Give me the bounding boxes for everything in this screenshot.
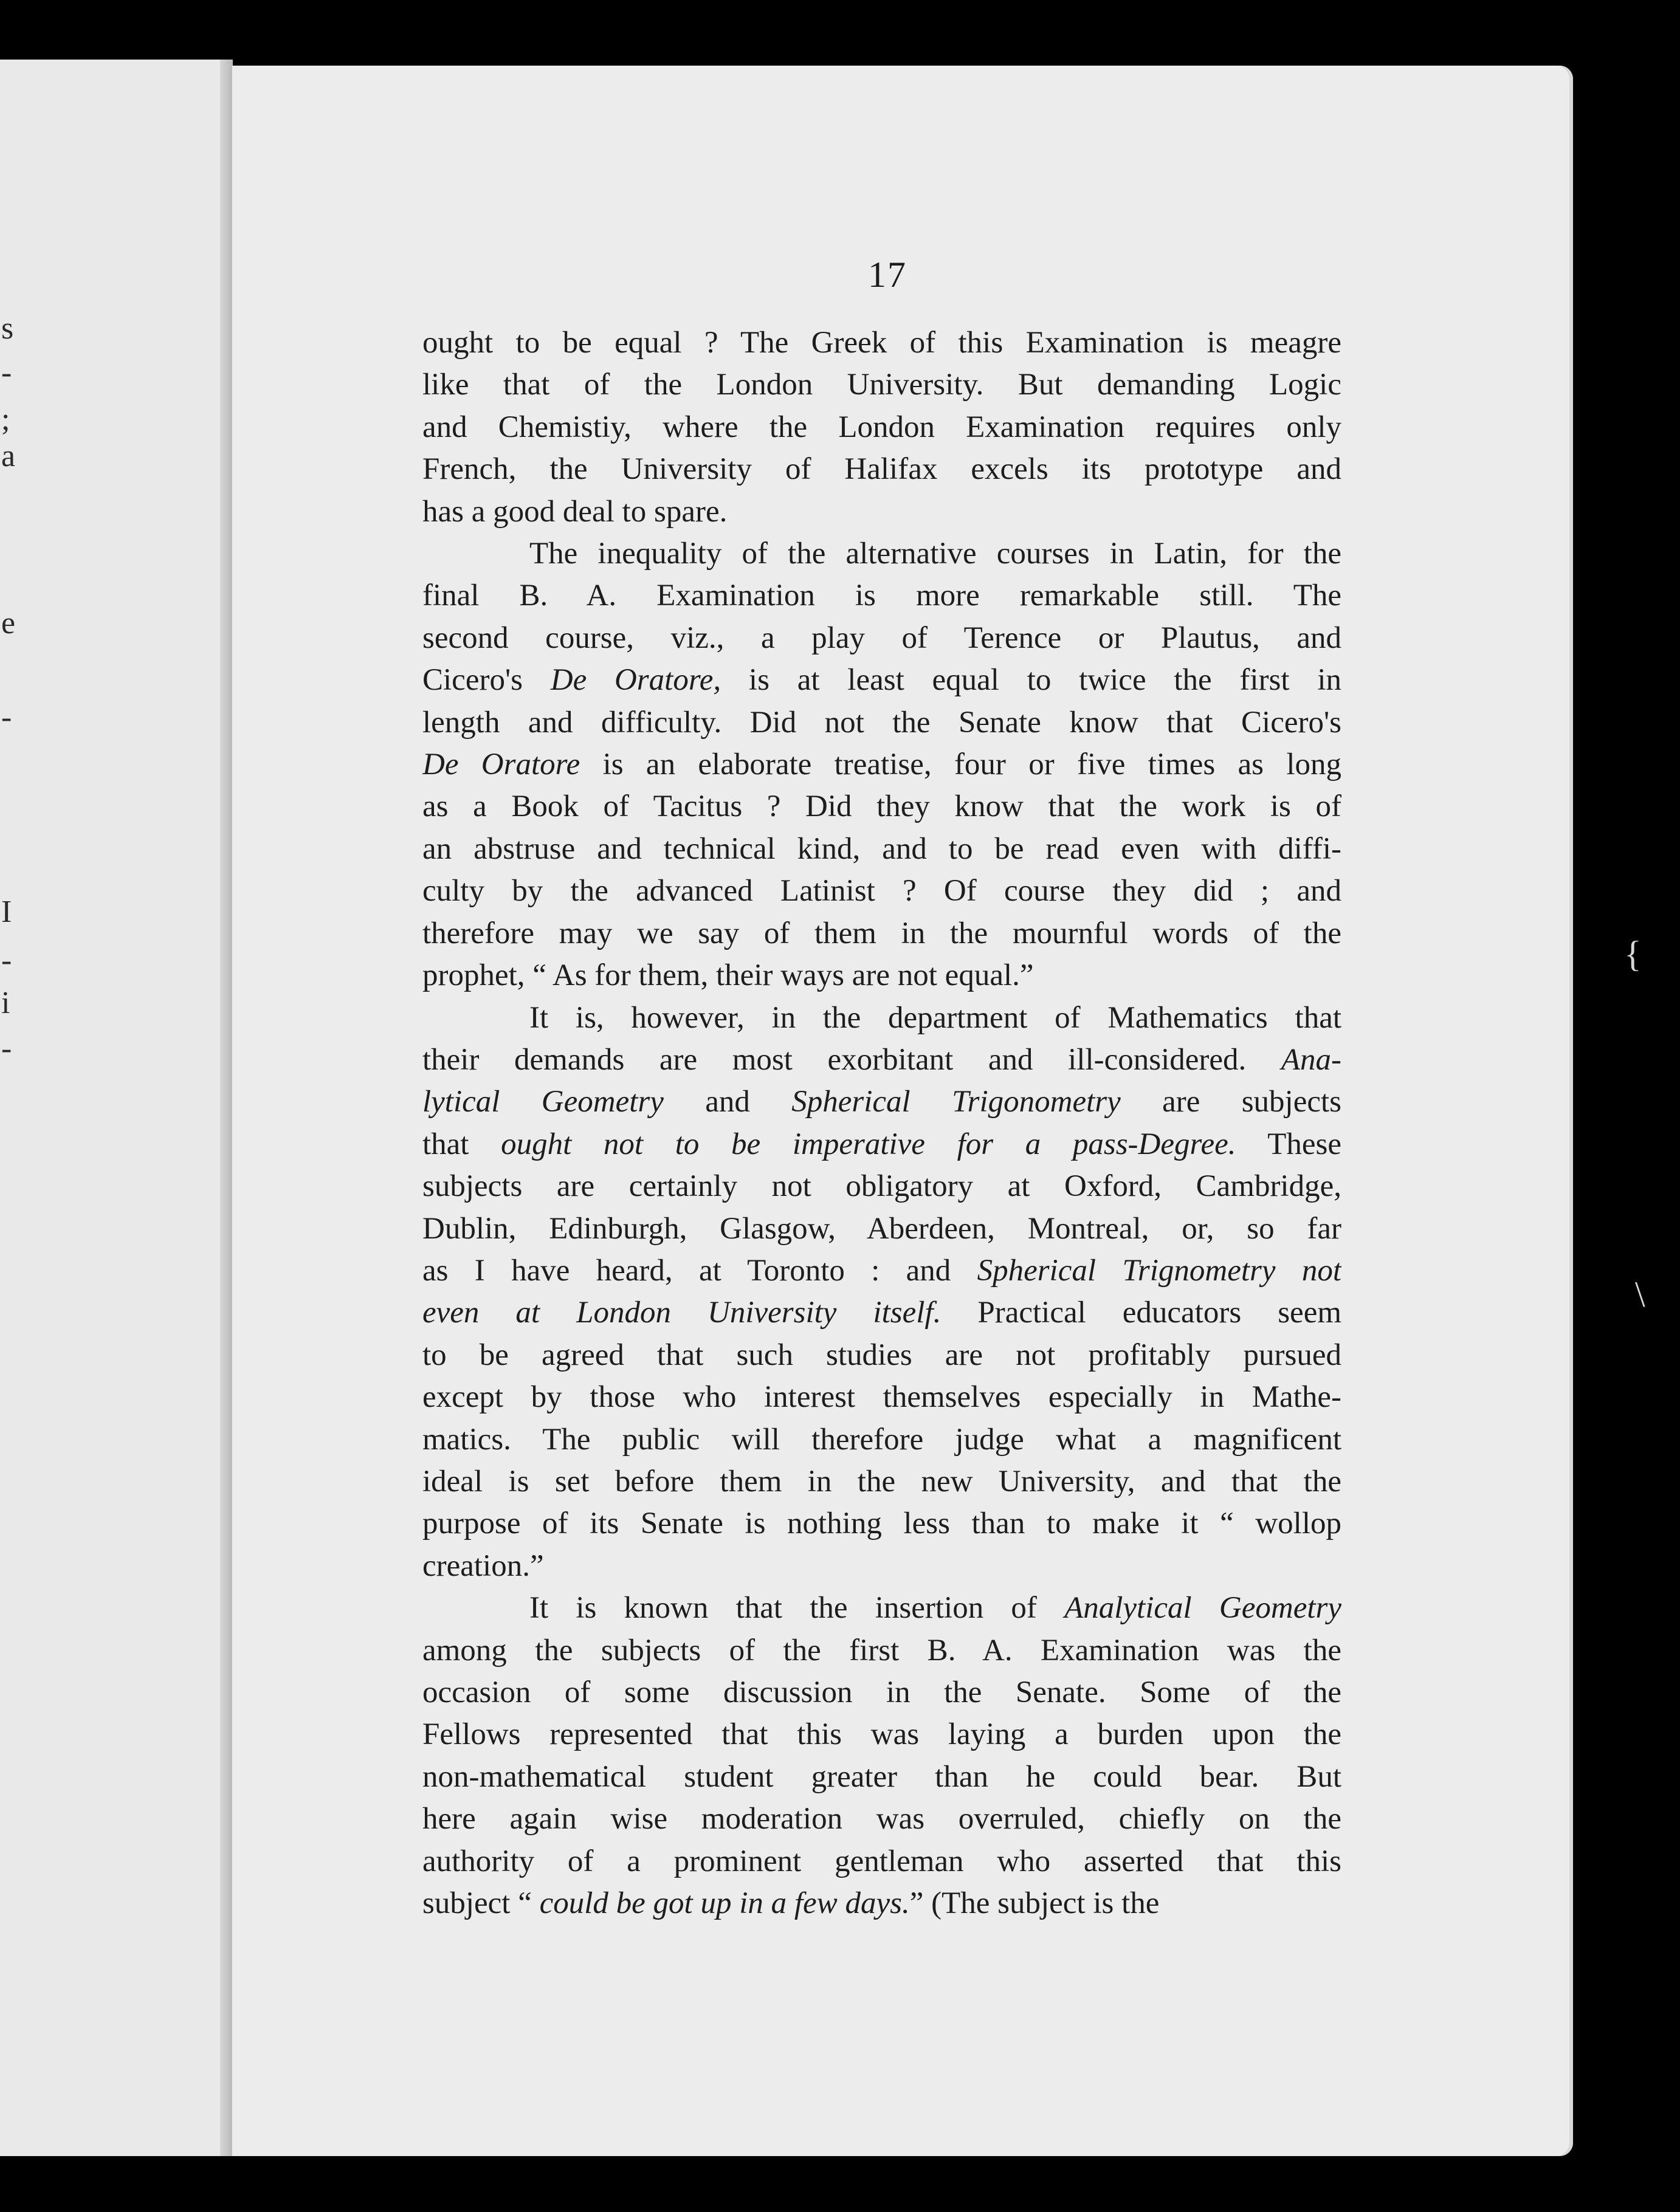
- text-run: occasion of some discussion in the Senate. Some of the: [422, 1675, 1341, 1709]
- text-line: [422, 786, 1341, 828]
- previous-page-fragment-char: -: [1, 943, 12, 978]
- text-line: [422, 1545, 1341, 1587]
- text-run: as a Book of Tacitus ? Did they know that the work is of: [422, 789, 1341, 824]
- text-run: an abstruse and technical kind, and to be read even with diffi-: [422, 831, 1341, 866]
- text-run: These: [1236, 1127, 1341, 1161]
- text-run: matics. The public will therefore judge what a magnificent: [422, 1422, 1341, 1457]
- italic-text: Ana-: [1281, 1042, 1341, 1077]
- text-run: French, the University of Halifax excels its prototype and: [422, 452, 1341, 487]
- text-run: has a good deal to spare.: [422, 494, 728, 529]
- text-line: [422, 1756, 1341, 1798]
- text-line: [422, 1419, 1341, 1461]
- text-line: [422, 1376, 1341, 1418]
- previous-page-fragment-char: -: [1, 700, 12, 735]
- text-line: [422, 1461, 1341, 1503]
- text-run: creation.”: [422, 1548, 544, 1583]
- book-gutter: [220, 60, 231, 2156]
- text-line: [422, 364, 1341, 406]
- text-line: [422, 1166, 1341, 1207]
- text-run: It is known that the insertion of: [529, 1591, 1065, 1626]
- italic-text: De Oratore,: [550, 663, 721, 698]
- italic-text: lytical Geometry: [422, 1085, 664, 1119]
- text-run: non-mathematical student greater than he could bear. But: [422, 1759, 1341, 1794]
- text-run: and Chemistiy, where the London Examination requires only: [422, 410, 1341, 444]
- text-line: [422, 702, 1341, 744]
- text-line: [422, 1630, 1341, 1672]
- paragraph: [422, 322, 1341, 533]
- text-run: second course, viz., a play of Terence or Plautus, and: [422, 620, 1341, 655]
- text-run: Dublin, Edinburgh, Glasgow, Aberdeen, Montreal, or, so far: [422, 1211, 1341, 1246]
- text-line: [422, 744, 1341, 786]
- text-run: ought to be equal ? The Greek of this Examination is meagre: [422, 326, 1341, 360]
- text-line: [422, 407, 1341, 448]
- text-line: [422, 1503, 1341, 1545]
- text-run: as I have heard, at Toronto : and: [422, 1253, 977, 1288]
- italic-text: Analytical Geometry: [1064, 1591, 1341, 1626]
- text-line: [422, 1672, 1341, 1714]
- italic-text: could be got up in a few days.: [539, 1886, 910, 1921]
- text-run: and: [663, 1085, 792, 1119]
- text-run: subject “: [422, 1886, 540, 1921]
- text-line: [422, 997, 1341, 1039]
- text-line: [422, 955, 1341, 997]
- text-run: subjects are certainly not obligatory at Oxford, Cambridge,: [422, 1169, 1341, 1204]
- previous-page-fragment-char: i: [1, 986, 10, 1020]
- text-line: [422, 659, 1341, 701]
- text-line: [422, 1292, 1341, 1334]
- text-line: [422, 870, 1341, 912]
- text-line: [422, 617, 1341, 659]
- text-line: [422, 448, 1341, 490]
- text-line: [422, 322, 1341, 364]
- text-run: here again wise moderation was overruled, chiefly on the: [422, 1802, 1341, 1836]
- text-run: ideal is set before them in the new University, and that the: [422, 1464, 1341, 1499]
- text-line: [422, 1208, 1341, 1250]
- paragraph: [422, 997, 1341, 1588]
- text-run: authority of a prominent gentleman who asserted that this: [422, 1844, 1341, 1878]
- text-run: Cicero's: [422, 663, 551, 698]
- text-run: final B. A. Examination is more remarkable still. The: [422, 579, 1341, 613]
- text-line: [422, 1039, 1341, 1081]
- text-run: their demands are most exorbitant and ill-considered.: [422, 1042, 1281, 1077]
- text-run: It is, however, in the department of Mathematics that: [529, 1000, 1341, 1035]
- text-run: to be agreed that such studies are not profitably pursued: [422, 1338, 1341, 1372]
- page-body-text: [422, 322, 1341, 1925]
- italic-text: even at London University itself.: [422, 1296, 942, 1330]
- paragraph: [422, 533, 1341, 997]
- page-number: 17: [868, 255, 907, 295]
- previous-page-fragment-char: e: [1, 606, 16, 641]
- edge-mark: \: [1635, 1274, 1645, 1314]
- text-run: is at least equal to twice the first in: [721, 663, 1341, 698]
- text-run: are subjects: [1120, 1085, 1341, 1119]
- italic-text: ought not to be imperative for a pass-Degree.: [501, 1127, 1236, 1161]
- text-run: Fellows represented that this was laying a burden upon the: [422, 1717, 1341, 1752]
- text-run: except by those who interest themselves especially in Mathe-: [422, 1380, 1341, 1415]
- text-line: [422, 1250, 1341, 1292]
- text-line: [422, 1334, 1341, 1376]
- text-run: prophet, “ As for them, their ways are not equal.”: [422, 958, 1034, 993]
- text-run: The inequality of the alternative courses in Latin, for the: [529, 537, 1341, 571]
- previous-page-fragment-char: ;: [1, 402, 10, 437]
- text-line: [422, 1883, 1341, 1925]
- italic-text: Spherical Trignometry not: [977, 1253, 1341, 1288]
- text-line: [422, 1714, 1341, 1756]
- text-run: that: [422, 1127, 501, 1161]
- text-run: ” (The subject is the: [909, 1886, 1160, 1921]
- text-run: like that of the London University. But demanding Logic: [422, 368, 1341, 402]
- text-run: is an elaborate treatise, four or five times as long: [580, 747, 1341, 782]
- italic-text: Spherical Trigonometry: [791, 1085, 1121, 1119]
- text-line: [422, 1841, 1341, 1883]
- previous-page-fragment-char: s: [1, 311, 14, 346]
- italic-text: De Oratore: [422, 747, 580, 782]
- text-run: culty by the advanced Latinist ? Of course they did ; and: [422, 874, 1341, 908]
- text-run: among the subjects of the first B. A. Examination was the: [422, 1633, 1341, 1668]
- text-line: [422, 1124, 1341, 1166]
- previous-page-fragment-char: a: [1, 439, 16, 473]
- text-line: [422, 913, 1341, 955]
- previous-page-fragment: [0, 60, 233, 2156]
- previous-page-fragment-char: -: [1, 1031, 12, 1066]
- paragraph: [422, 1587, 1341, 1925]
- text-line: [422, 1587, 1341, 1629]
- text-line: [422, 1081, 1341, 1123]
- text-line: [422, 491, 1341, 533]
- previous-page-fragment-char: -: [1, 355, 12, 390]
- previous-page-fragment-char: I: [1, 895, 12, 929]
- text-line: [422, 828, 1341, 870]
- text-line: [422, 1798, 1341, 1840]
- text-run: length and difficulty. Did not the Senate know that Cicero's: [422, 705, 1341, 740]
- text-line: [422, 533, 1341, 575]
- edge-mark: {: [1624, 934, 1642, 974]
- text-run: purpose of its Senate is nothing less than to make it “ wollop: [422, 1506, 1341, 1541]
- text-run: therefore may we say of them in the mournful words of the: [422, 916, 1341, 950]
- text-run: Practical educators seem: [941, 1296, 1341, 1330]
- text-line: [422, 575, 1341, 617]
